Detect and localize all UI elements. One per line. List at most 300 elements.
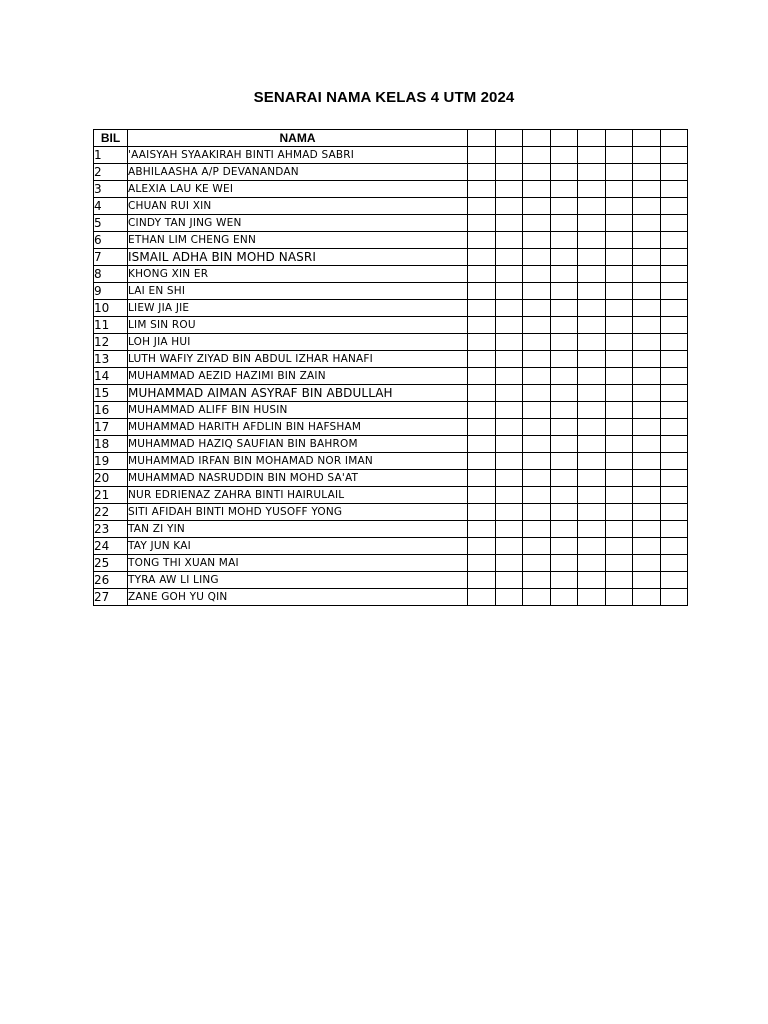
student-name: MUHAMMAD AIMAN ASYRAF BIN ABDULLAH [128, 385, 468, 402]
empty-cell [468, 351, 496, 368]
empty-cell [578, 521, 606, 538]
empty-cell [468, 215, 496, 232]
row-number: 15 [94, 385, 128, 402]
empty-cell [468, 589, 496, 606]
empty-cell [495, 198, 523, 215]
bil-column-header: BIL [94, 130, 128, 147]
empty-cell [578, 198, 606, 215]
student-name: ABHILAASHA A/P DEVANANDAN [128, 164, 468, 181]
table-row [94, 232, 688, 249]
empty-cell [633, 402, 661, 419]
empty-cell [605, 164, 633, 181]
student-name: TAY JUN KAI [128, 538, 468, 555]
row-number: 13 [94, 351, 128, 368]
empty-cell [605, 198, 633, 215]
empty-cell [495, 283, 523, 300]
table-row [94, 368, 688, 385]
empty-cell [633, 453, 661, 470]
row-number: 9 [94, 283, 128, 300]
table-row [94, 589, 688, 606]
table-row [94, 487, 688, 504]
empty-cell [468, 504, 496, 521]
empty-cell [468, 487, 496, 504]
empty-cell [660, 419, 688, 436]
empty-cell [495, 232, 523, 249]
empty-cell [523, 249, 551, 266]
empty-cell [660, 249, 688, 266]
empty-cell [578, 317, 606, 334]
row-number: 6 [94, 232, 128, 249]
student-name: LOH JIA HUI [128, 334, 468, 351]
empty-cell [633, 572, 661, 589]
student-name: LAI EN SHI [128, 283, 468, 300]
empty-cell [550, 164, 578, 181]
student-name: CHUAN RUI XIN [128, 198, 468, 215]
empty-cell [550, 147, 578, 164]
student-name: LIM SIN ROU [128, 317, 468, 334]
empty-cell [523, 436, 551, 453]
empty-cell [523, 317, 551, 334]
empty-cell [633, 555, 661, 572]
empty-cell [468, 317, 496, 334]
empty-cell [660, 164, 688, 181]
empty-cell [660, 487, 688, 504]
roster-body [94, 147, 688, 606]
student-name: ALEXIA LAU KE WEI [128, 181, 468, 198]
student-name: KHONG XIN ER [128, 266, 468, 283]
empty-cell [605, 419, 633, 436]
table-row [94, 198, 688, 215]
table-row [94, 266, 688, 283]
row-number: 11 [94, 317, 128, 334]
empty-cell [578, 300, 606, 317]
empty-cell [523, 215, 551, 232]
empty-cell [605, 215, 633, 232]
empty-cell [495, 572, 523, 589]
empty-cell [495, 317, 523, 334]
empty-cell [550, 538, 578, 555]
empty-cell [605, 334, 633, 351]
empty-cell [578, 470, 606, 487]
empty-cell [660, 300, 688, 317]
empty-cell [495, 266, 523, 283]
empty-cell [633, 504, 661, 521]
empty-cell [495, 300, 523, 317]
empty-cell [550, 589, 578, 606]
empty-cell [605, 351, 633, 368]
empty-cell [633, 385, 661, 402]
student-name: TONG THI XUAN MAI [128, 555, 468, 572]
empty-cell [633, 198, 661, 215]
empty-cell [550, 215, 578, 232]
empty-cell [578, 215, 606, 232]
student-name: MUHAMMAD HARITH AFDLIN BIN HAFSHAM [128, 419, 468, 436]
empty-cell [605, 181, 633, 198]
empty-cell [660, 351, 688, 368]
empty-cell [660, 283, 688, 300]
empty-cell [523, 487, 551, 504]
student-name: MUHAMMAD NASRUDDIN BIN MOHD SA'AT [128, 470, 468, 487]
empty-cell [660, 538, 688, 555]
empty-cell [660, 317, 688, 334]
row-number: 24 [94, 538, 128, 555]
empty-cell [523, 521, 551, 538]
empty-cell [495, 453, 523, 470]
empty-cell [495, 538, 523, 555]
empty-cell [633, 215, 661, 232]
empty-cell [468, 181, 496, 198]
student-name: MUHAMMAD HAZIQ SAUFIAN BIN BAHROM [128, 436, 468, 453]
empty-cell [468, 538, 496, 555]
empty-cell [633, 232, 661, 249]
empty-cell [578, 385, 606, 402]
empty-cell [578, 487, 606, 504]
empty-cell [660, 334, 688, 351]
empty-cell [550, 436, 578, 453]
empty-cell [660, 215, 688, 232]
empty-cell [550, 266, 578, 283]
table-row [94, 555, 688, 572]
row-number: 12 [94, 334, 128, 351]
empty-cell [633, 419, 661, 436]
empty-cell [550, 351, 578, 368]
empty-cell [550, 181, 578, 198]
empty-cell [523, 368, 551, 385]
empty-cell [468, 300, 496, 317]
empty-cell [660, 402, 688, 419]
empty-cell [468, 453, 496, 470]
table-row [94, 249, 688, 266]
empty-cell [633, 351, 661, 368]
table-row [94, 300, 688, 317]
empty-cell [578, 419, 606, 436]
empty-cell [578, 164, 606, 181]
empty-cell [633, 283, 661, 300]
empty-cell [523, 334, 551, 351]
empty-cell [495, 249, 523, 266]
empty-cell [495, 470, 523, 487]
empty-cell [633, 300, 661, 317]
empty-cell [660, 385, 688, 402]
empty-cell [605, 538, 633, 555]
empty-cell [523, 453, 551, 470]
empty-cell [523, 300, 551, 317]
empty-cell [605, 266, 633, 283]
nama-column-header: NAMA [128, 130, 468, 147]
empty-cell [605, 385, 633, 402]
empty-cell [578, 402, 606, 419]
row-number: 21 [94, 487, 128, 504]
empty-cell [550, 385, 578, 402]
row-number: 27 [94, 589, 128, 606]
empty-cell [523, 385, 551, 402]
table-row [94, 470, 688, 487]
empty-cell [468, 555, 496, 572]
empty-cell [660, 147, 688, 164]
class-roster-table [93, 129, 688, 606]
empty-cell [468, 419, 496, 436]
table-row [94, 385, 688, 402]
student-name: MUHAMMAD AEZID HAZIMI BIN ZAIN [128, 368, 468, 385]
empty-cell [578, 181, 606, 198]
empty-cell [550, 198, 578, 215]
empty-cell [660, 436, 688, 453]
table-row [94, 419, 688, 436]
empty-cell [578, 266, 606, 283]
empty-cell [578, 249, 606, 266]
empty-cell [468, 232, 496, 249]
empty-cell [550, 453, 578, 470]
empty-cell [523, 181, 551, 198]
table-row [94, 521, 688, 538]
empty-cell [633, 266, 661, 283]
empty-cell [578, 334, 606, 351]
empty-cell [523, 538, 551, 555]
empty-cell [495, 164, 523, 181]
empty-cell [660, 181, 688, 198]
empty-cell [605, 283, 633, 300]
empty-cell [550, 317, 578, 334]
student-name: CINDY TAN JING WEN [128, 215, 468, 232]
table-row [94, 164, 688, 181]
empty-cell [523, 198, 551, 215]
empty-cell [468, 368, 496, 385]
empty-cell [605, 555, 633, 572]
empty-cell [550, 521, 578, 538]
empty-cell [495, 419, 523, 436]
empty-cell [605, 317, 633, 334]
student-name: MUHAMMAD IRFAN BIN MOHAMAD NOR IMAN [128, 453, 468, 470]
blank-column-header [468, 130, 496, 147]
empty-cell [633, 589, 661, 606]
empty-cell [550, 283, 578, 300]
student-name: TYRA AW LI LING [128, 572, 468, 589]
empty-cell [550, 572, 578, 589]
empty-cell [495, 436, 523, 453]
blank-column-header [605, 130, 633, 147]
empty-cell [468, 283, 496, 300]
empty-cell [523, 572, 551, 589]
table-row [94, 436, 688, 453]
empty-cell [550, 232, 578, 249]
blank-column-header [495, 130, 523, 147]
empty-cell [605, 300, 633, 317]
blank-column-header [660, 130, 688, 147]
row-number: 25 [94, 555, 128, 572]
empty-cell [605, 453, 633, 470]
empty-cell [660, 453, 688, 470]
row-number: 26 [94, 572, 128, 589]
empty-cell [605, 147, 633, 164]
row-number: 5 [94, 215, 128, 232]
empty-cell [578, 538, 606, 555]
empty-cell [468, 470, 496, 487]
empty-cell [550, 470, 578, 487]
empty-cell [578, 436, 606, 453]
empty-cell [605, 487, 633, 504]
empty-cell [578, 147, 606, 164]
table-row [94, 317, 688, 334]
empty-cell [633, 147, 661, 164]
empty-cell [578, 504, 606, 521]
empty-cell [523, 351, 551, 368]
empty-cell [605, 249, 633, 266]
empty-cell [633, 368, 661, 385]
empty-cell [468, 164, 496, 181]
empty-cell [523, 589, 551, 606]
empty-cell [633, 164, 661, 181]
table-row [94, 351, 688, 368]
empty-cell [605, 504, 633, 521]
empty-cell [468, 266, 496, 283]
empty-cell [468, 436, 496, 453]
empty-cell [468, 572, 496, 589]
empty-cell [495, 555, 523, 572]
empty-cell [605, 589, 633, 606]
empty-cell [633, 487, 661, 504]
empty-cell [523, 402, 551, 419]
empty-cell [495, 368, 523, 385]
empty-cell [660, 368, 688, 385]
empty-cell [550, 368, 578, 385]
empty-cell [605, 521, 633, 538]
empty-cell [523, 470, 551, 487]
empty-cell [468, 334, 496, 351]
row-number: 3 [94, 181, 128, 198]
row-number: 14 [94, 368, 128, 385]
row-number: 8 [94, 266, 128, 283]
row-number: 19 [94, 453, 128, 470]
empty-cell [578, 589, 606, 606]
empty-cell [605, 368, 633, 385]
empty-cell [633, 317, 661, 334]
row-number: 22 [94, 504, 128, 521]
empty-cell [633, 249, 661, 266]
row-number: 18 [94, 436, 128, 453]
empty-cell [660, 589, 688, 606]
blank-column-header [523, 130, 551, 147]
empty-cell [578, 283, 606, 300]
empty-cell [550, 300, 578, 317]
empty-cell [468, 521, 496, 538]
row-number: 17 [94, 419, 128, 436]
row-number: 7 [94, 249, 128, 266]
empty-cell [495, 402, 523, 419]
empty-cell [550, 334, 578, 351]
student-name: ISMAIL ADHA BIN MOHD NASRI [128, 249, 468, 266]
empty-cell [633, 521, 661, 538]
student-name: MUHAMMAD ALIFF BIN HUSIN [128, 402, 468, 419]
empty-cell [495, 487, 523, 504]
empty-cell [605, 402, 633, 419]
blank-column-header [633, 130, 661, 147]
empty-cell [578, 232, 606, 249]
empty-cell [550, 419, 578, 436]
row-number: 2 [94, 164, 128, 181]
empty-cell [633, 181, 661, 198]
empty-cell [550, 402, 578, 419]
empty-cell [523, 283, 551, 300]
empty-cell [660, 521, 688, 538]
student-name: LIEW JIA JIE [128, 300, 468, 317]
empty-cell [660, 232, 688, 249]
student-name: 'AAISYAH SYAAKIRAH BINTI AHMAD SABRI [128, 147, 468, 164]
empty-cell [605, 572, 633, 589]
empty-cell [495, 504, 523, 521]
row-number: 4 [94, 198, 128, 215]
blank-column-header [578, 130, 606, 147]
empty-cell [495, 215, 523, 232]
empty-cell [660, 555, 688, 572]
empty-cell [578, 572, 606, 589]
empty-cell [578, 368, 606, 385]
table-row [94, 215, 688, 232]
table-row [94, 572, 688, 589]
empty-cell [523, 266, 551, 283]
row-number: 20 [94, 470, 128, 487]
empty-cell [578, 351, 606, 368]
empty-cell [468, 249, 496, 266]
page-title: SENARAI NAMA KELAS 4 UTM 2024 [253, 89, 515, 106]
empty-cell [633, 334, 661, 351]
empty-cell [495, 181, 523, 198]
student-name: ZANE GOH YU QIN [128, 589, 468, 606]
empty-cell [633, 436, 661, 453]
empty-cell [660, 572, 688, 589]
empty-cell [495, 589, 523, 606]
table-row [94, 334, 688, 351]
empty-cell [468, 402, 496, 419]
table-row [94, 538, 688, 555]
student-name: SITI AFIDAH BINTI MOHD YUSOFF YONG [128, 504, 468, 521]
empty-cell [495, 385, 523, 402]
empty-cell [605, 232, 633, 249]
empty-cell [605, 470, 633, 487]
table-row [94, 402, 688, 419]
blank-column-header [550, 130, 578, 147]
row-number: 23 [94, 521, 128, 538]
row-number: 1 [94, 147, 128, 164]
student-name: TAN ZI YIN [128, 521, 468, 538]
table-row [94, 453, 688, 470]
empty-cell [468, 198, 496, 215]
empty-cell [495, 334, 523, 351]
empty-cell [523, 232, 551, 249]
empty-cell [660, 198, 688, 215]
row-number: 16 [94, 402, 128, 419]
empty-cell [550, 555, 578, 572]
table-header-row [94, 130, 688, 147]
empty-cell [550, 249, 578, 266]
table-row [94, 147, 688, 164]
table-row [94, 181, 688, 198]
empty-cell [495, 521, 523, 538]
empty-cell [523, 555, 551, 572]
empty-cell [578, 453, 606, 470]
empty-cell [633, 538, 661, 555]
empty-cell [495, 351, 523, 368]
empty-cell [468, 147, 496, 164]
empty-cell [633, 470, 661, 487]
empty-cell [660, 504, 688, 521]
table-row [94, 283, 688, 300]
student-name: ETHAN LIM CHENG ENN [128, 232, 468, 249]
empty-cell [523, 419, 551, 436]
empty-cell [523, 147, 551, 164]
empty-cell [660, 266, 688, 283]
student-name: LUTH WAFIY ZIYAD BIN ABDUL IZHAR HANAFI [128, 351, 468, 368]
empty-cell [550, 504, 578, 521]
